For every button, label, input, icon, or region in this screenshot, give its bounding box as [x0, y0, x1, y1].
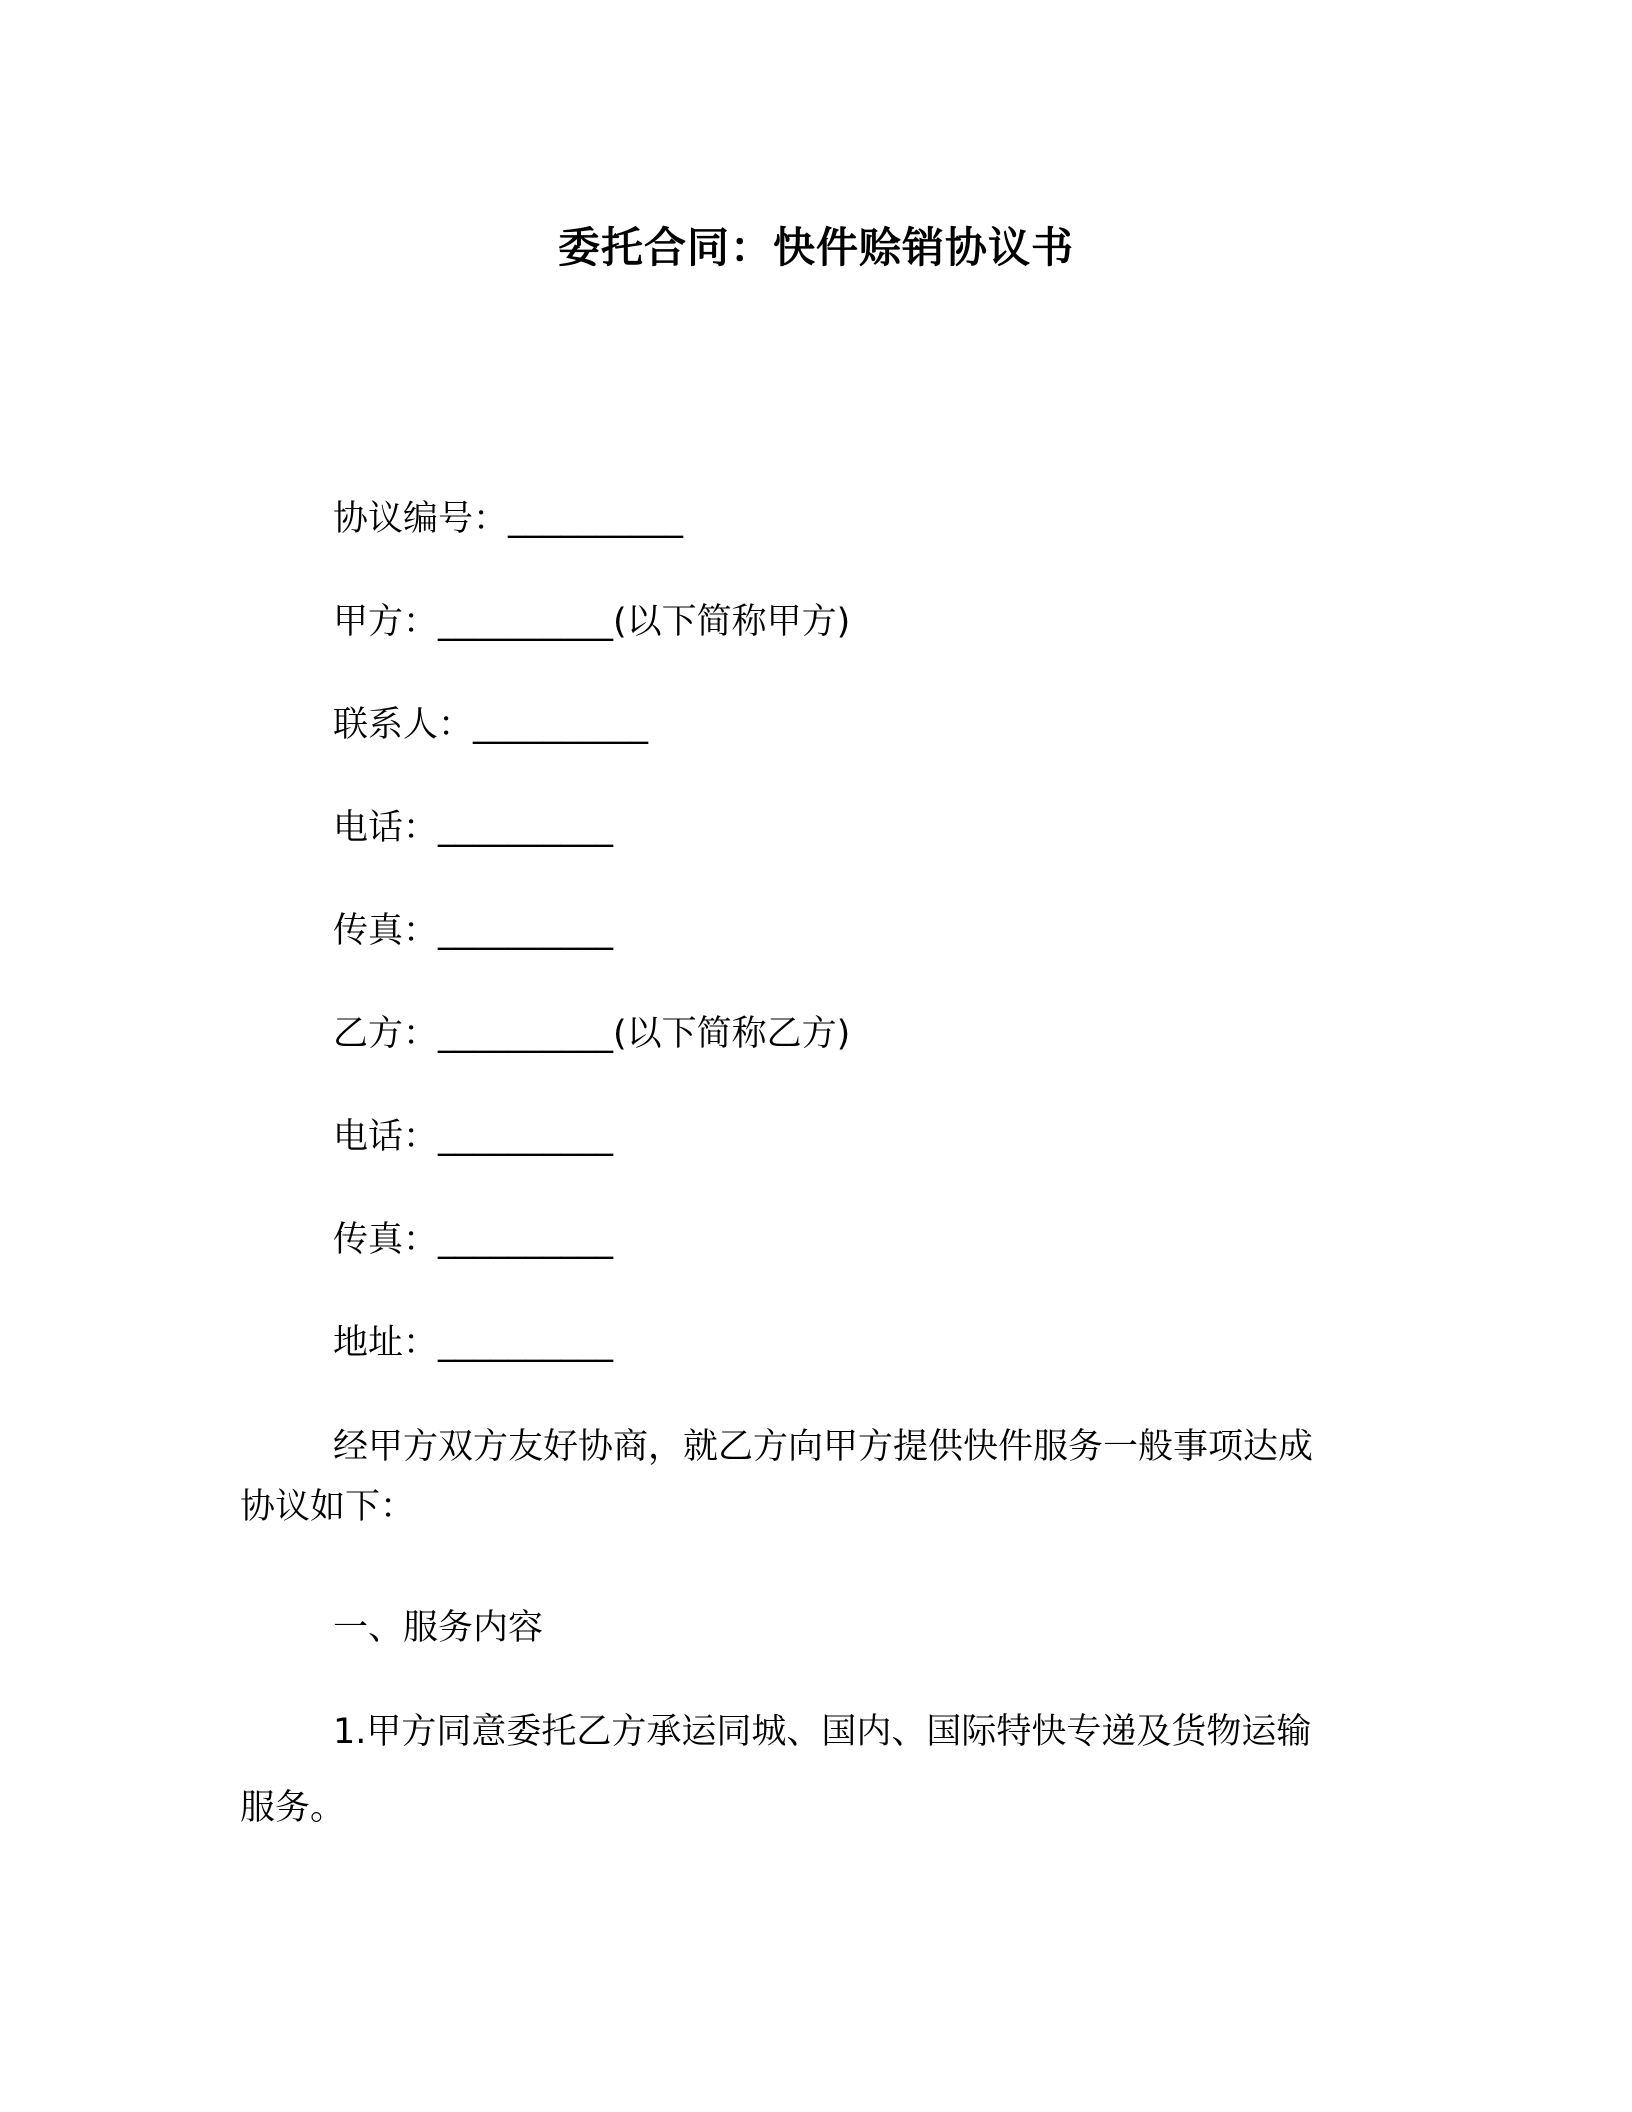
field-label: 传真：: [333, 1220, 439, 1260]
field-label: 乙方：: [333, 1014, 439, 1054]
field-phone-b: [333, 1112, 613, 1162]
field-blank: __________: [438, 1323, 614, 1363]
field-label: 地址：: [333, 1323, 439, 1363]
field-fax-a: [333, 906, 613, 956]
field-label: 协议编号：: [333, 499, 509, 539]
field-label: 甲方：: [333, 602, 439, 642]
field-blank: __________: [438, 1117, 614, 1157]
field-suffix: (以下简称乙方): [613, 1014, 851, 1054]
field-blank: __________: [473, 705, 649, 745]
field-contact-person: [333, 700, 648, 750]
field-party-a: [333, 597, 850, 647]
section-1-item-1: [240, 1707, 1380, 1833]
field-address: [333, 1318, 613, 1368]
intro-line-1: 经甲方双方友好协商，就乙方向甲方提供快件服务一般事项达成: [333, 1427, 1314, 1467]
field-blank: __________: [438, 1014, 614, 1054]
section-heading-text: 一、服务内容: [333, 1608, 544, 1648]
field-blank: __________: [438, 911, 614, 951]
field-blank: __________: [438, 1220, 614, 1260]
field-suffix: (以下简称甲方): [613, 602, 851, 642]
field-blank: __________: [438, 808, 614, 848]
field-fax-b: [333, 1215, 613, 1265]
field-label: 传真：: [333, 911, 439, 951]
intro-line-2: 协议如下：: [240, 1487, 416, 1527]
page-title: 委托合同：快件赊销协议书: [557, 223, 1074, 272]
intro-paragraph: [240, 1422, 1380, 1532]
item-1-line-2: 服务。: [240, 1788, 346, 1828]
field-label: 电话：: [333, 1117, 439, 1157]
section-1-heading: [240, 1603, 1380, 1653]
field-blank: __________: [438, 602, 614, 642]
field-blank: __________: [508, 499, 684, 539]
field-party-b: [333, 1009, 850, 1059]
field-agreement-number: [333, 494, 683, 544]
field-phone-a: [333, 803, 613, 853]
field-label: 联系人：: [333, 705, 474, 745]
item-1-line-1: 1.甲方同意委托乙方承运同城、国内、国际特快专递及货物运输: [333, 1712, 1312, 1752]
field-label: 电话：: [333, 808, 439, 848]
